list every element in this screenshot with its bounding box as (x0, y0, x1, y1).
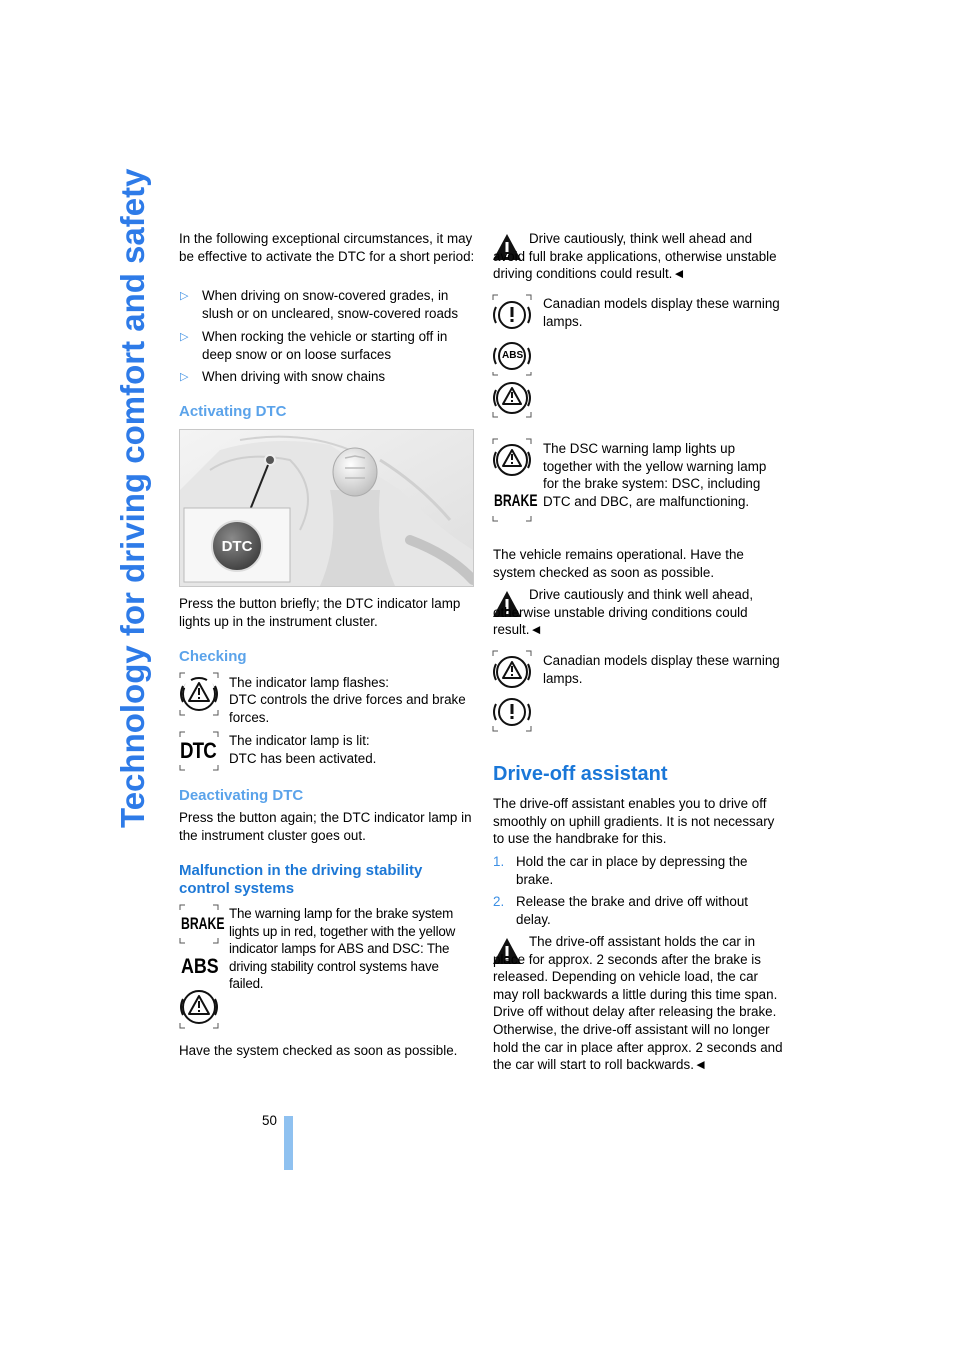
intro-paragraph (179, 230, 475, 265)
driveoff-intro: The drive-off assistant enables you to drive off smoothly on uphill gradients. It is not necessary to use the handbrake for this. (493, 796, 775, 847)
dtc-button-figure (179, 429, 474, 587)
bullet-arrow-icon: ▷ (180, 331, 189, 343)
flash-text-1: The indicator lamp flashes: (229, 675, 390, 690)
activating-heading: Activating DTC (179, 403, 287, 420)
console-illustration (180, 430, 473, 586)
warning-triangle-lamp-icon (179, 985, 219, 1025)
brake-lamp-icon (492, 488, 538, 528)
brake-circle-lamp-icon (492, 694, 532, 734)
side-chapter-title: Technology for driving comfort and safety (114, 168, 151, 828)
brake-lamp-label: BRAKE (494, 491, 538, 510)
dtc-button-label: DTC (221, 538, 253, 555)
brake-lamp-label: BRAKE (181, 914, 225, 933)
warning-triangle-lamp-icon (492, 650, 532, 690)
brake-circle-lamp-icon (492, 294, 532, 334)
check-text: Have the system checked as soon as possible. (179, 1043, 458, 1058)
canadian-text: Canadian models display these warning lamps. (543, 653, 780, 686)
warning-text: Drive cautiously and think well ahead, otherwise unstable driving conditions could result.◄ (493, 587, 754, 638)
canadian-text: Canadian models display these warning lamps. (543, 296, 780, 329)
press-text: Press the button briefly; the DTC indicator lamp lights up in the instrument cluster. (179, 596, 461, 629)
bullet-item: When driving with snow chains (202, 369, 386, 384)
dtc-lamp-icon (179, 731, 219, 771)
lit-text-2: DTC has been activated. (229, 751, 377, 766)
operational-text: The vehicle remains operational. Have the system checked as soon as possible. (493, 547, 744, 580)
checking-heading: Checking (179, 648, 247, 665)
flash-text-2: DTC controls the drive forces and brake forces. (229, 692, 466, 725)
step-text: Release the brake and drive off without delay. (516, 894, 749, 927)
warning-triangle-lamp-icon (492, 438, 532, 478)
page-marker-bar (284, 1116, 293, 1170)
dsc-text: The DSC warning lamp lights up together with the yellow warning lamp for the brake system: DSC, including DTC and DBC, are malfunctioning. (543, 441, 767, 509)
bullet-item: When rocking the vehicle or starting off in deep snow or on loose surfaces (202, 329, 448, 362)
bullet-arrow-icon: ▷ (180, 290, 189, 302)
warning-triangle-lamp-icon (492, 378, 532, 418)
page-number: 50 (262, 1113, 277, 1128)
intro-text: In the following exceptional circumstances, it may be effective to activate the DTC for a short period: (179, 231, 475, 264)
malfunction-heading: Malfunction in the driving stability control systems (179, 862, 423, 897)
abs-lamp-label: ABS (181, 955, 219, 978)
warning-text: The drive-off assistant holds the car in place for approx. 2 seconds after the brake is released. Depending on vehicle load, the car may roll backwards a little during this time span. Drive off without delay after releasing the brake. Otherwise, the drive-off assistant will no longer hold the car in place after approx. 2 seconds and the car will start to roll backwards.◄ (493, 934, 783, 1073)
warning-text: Drive cautiously, think well ahead and avoid full brake applications, otherwise unstable driving conditions could result.◄ (493, 231, 777, 282)
bullet-item: When driving on snow-covered grades, in slush or on uncleared, snow-covered roads (202, 288, 459, 321)
malfunction-text: The warning lamp for the brake system lights up in red, together with the yellow indicator lamps for ABS and DSC: The driving stability control systems have failed. (229, 906, 456, 992)
warning-triangle-lamp-icon (179, 672, 219, 712)
deactivating-heading: Deactivating DTC (179, 787, 304, 804)
brake-lamp-icon (179, 904, 225, 944)
dtc-lamp-label: DTC (180, 738, 216, 763)
step-number: 2. (493, 894, 505, 909)
bullet-arrow-icon: ▷ (180, 371, 189, 383)
abs-small-label: ABS (502, 350, 524, 361)
step-text: Hold the car in place by depressing the brake. (516, 854, 748, 887)
abs-circle-lamp-icon (492, 336, 532, 376)
deactivating-text: Press the button again; the DTC indicator lamp in the instrument cluster goes out. (179, 810, 472, 843)
step-number: 1. (493, 854, 505, 869)
lit-text-1: The indicator lamp is lit: (229, 733, 370, 748)
driveoff-heading: Drive-off assistant (493, 763, 668, 785)
